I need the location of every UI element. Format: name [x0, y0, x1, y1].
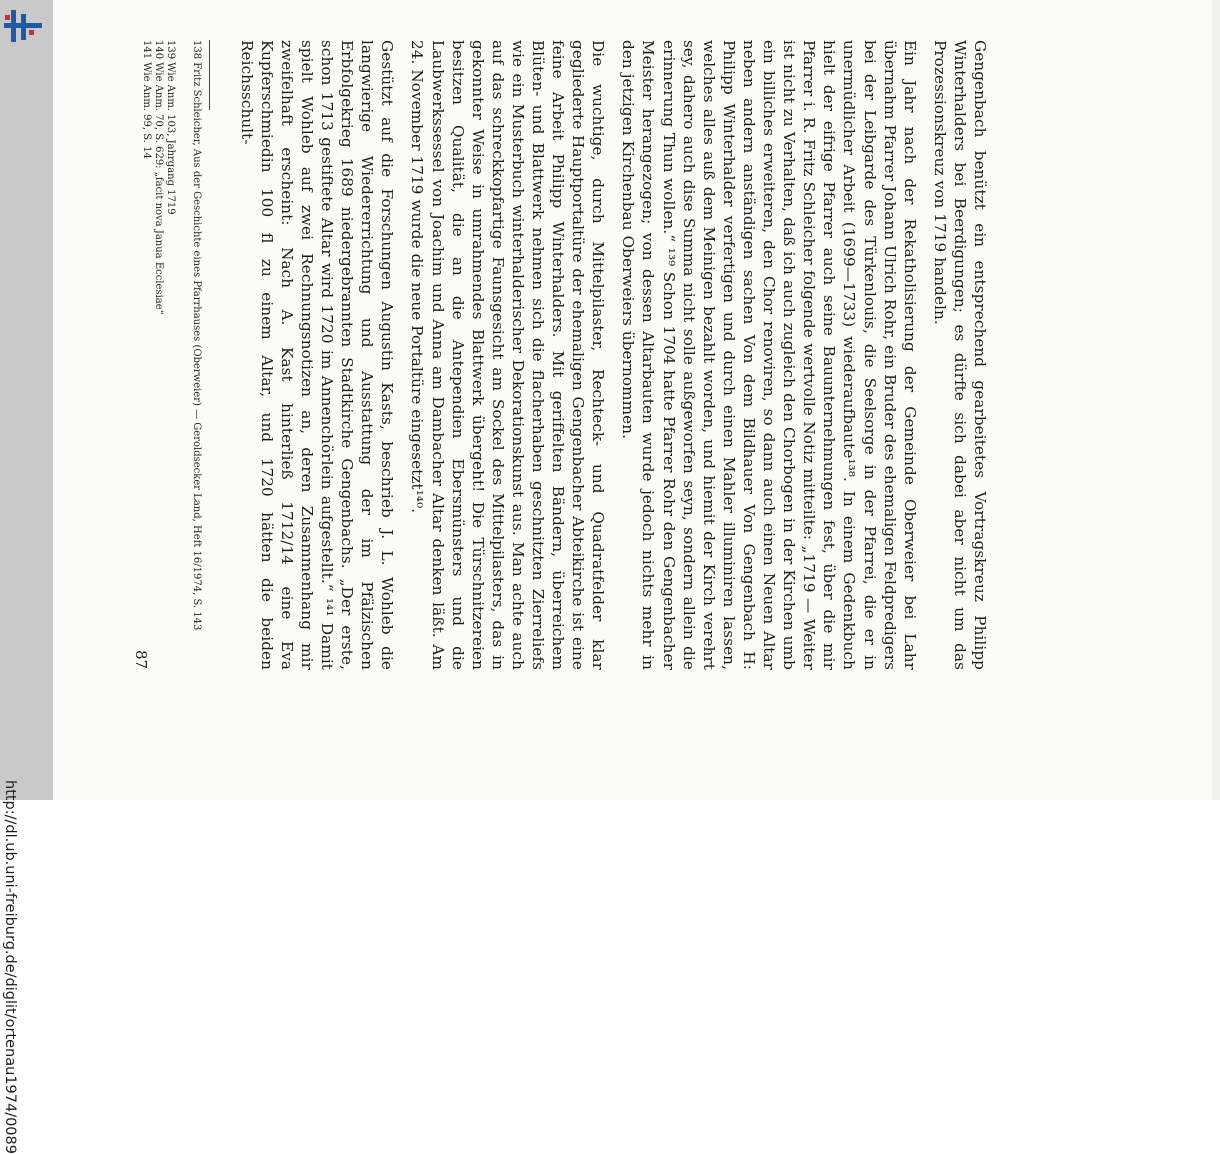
paragraph-3: Die wuchtige, durch Mittelpilaster, Rechteck- und Quadratfelder klar gegliederte Hauptportaltüre der ehemaligen Gengenbacher Abteikirche ist eine feine Arbeit Philipp Winterhalders. Mit geriffelten Bändern, überreichem Blüten- und Blattwerk nehmen sich die flacherhaben geschnitzten Zierreliefs wie ein Musterbuch winterhalderischer Dekorationskunst aus. Man achte auch auf das schreckkopfartige Faunsgesicht am Sockel des Mittelpilasters, das in gekonnter Weise in umrahmendes Blattwerk übergeht! Die Türschnitzereien besitzen Qualität, die an die Antependien Ebersmünsters und die Laubwerkssessel von Joachim und Anna am Dambacher Altar denken läßt. Am 24. November 1719 wurde die neue Portaltüre eingesetzt¹⁴⁰.	[408, 40, 608, 670]
watermark-url: http://dl.ub.uni-freiburg.de/diglit/ortenau1974/0089	[2, 780, 18, 1154]
paragraph-2: Ein Jahr nach der Rekatholisierung der Gemeinde Oberweier bei Lahr übernahm Pfarrer Johann Ulrich Rohr, ein Bruder des ehemaligen Feldpredigers bei der Leibgarde des Türkenlouis, die Seelsorge in der Pfarrei, die er in unermüdlicher Arbeit (1699—1733) wiederaufbaute¹³⁸. In einem Gedenkbuch hielt der eifrige Pfarrer auch seine Bauunternehmungen fest, über die mir Pfarrer i. R. Fritz Schleicher folgende wertvolle Notiz mitteilte: „1719 — Weiter ist nicht zu Verhalten, daß ich auch zugleich den Chorbogen in der Kirchen umb ein billiches erweiteren, den Chor renoviren, so dann auch einen Neuen Altar neben andern anständigen sachen Von dem Bildhauer Von Gengenbach H: Philipp Winterhalder verfertigen und durch einen Mahler illuminiren lassen, welches alles auß dem Meinigen bezahlt worden, und hiemit der Kirch verehrt sey, dahero auch dise Summa nicht solle außgeworfen seyn, sondern allein die erinnerung Thun wollen.“ ¹³⁹ Schon 1704 hatte Pfarrer Rohr den Gengenbacher Meister herangezogen; von dessen Altarbauten wurde jedoch nichts mehr in den jetzigen Kirchenbau Oberweiers übernommen.	[619, 40, 919, 670]
footnote-139: 139 Wie Anm. 103, Jahrgang 1719	[165, 40, 176, 215]
footnote-141: 141 Wie Anm. 99, S. 14	[141, 40, 152, 159]
rotated-book-page	[132, 0, 1060, 800]
paragraph-1: Gengenbach benützt ein entsprechend gearbeitetes Vortragskreuz Philipp Winterhalders bei Beerdigungen; es dürfte sich dabei aber nicht um das Prozessionskreuz von 1719 handeln.	[930, 40, 989, 670]
footnote-divider	[209, 40, 210, 110]
paragraph-4: Gestützt auf die Forschungen Augustin Kasts, beschrieb J. L. Wohleb die langwierige Wiedererrichtung und Ausstattung der im Pfälzischen Erbfolgekrieg 1689 niedergebrannten Stadtkirche Gengenbachs. „Der erste, schon 1713 gestiftete Altar wird 1720 im Annenchörlein aufgestellt.“ ¹⁴¹ Damit spielt Wohleb auf zwei Rechnungsnotizen an, deren Zusammenhang mir zweifelhaft erscheint: Nach A. Kast hinterließ 1712/14 eine Eva Kupferschmiedin 100 fl zu einem Altar, und 1720 hätten die beiden Reichsschult-	[237, 40, 397, 670]
library-logo-icon	[3, 6, 43, 46]
footnote-140: 140 Wie Anm. 70, S. 629: „facit nova Janua Ecclesiae“	[153, 40, 164, 315]
viewer-left-strip	[0, 0, 53, 800]
page-number: 87	[132, 650, 150, 670]
footnote-138: 138 Fritz Schleicher, Aus der Geschichte eines Pfarrhauses (Oberweier) — Geroldsecker Land, Heft 16/1974, S. 143	[191, 40, 202, 631]
page-right-edge	[1212, 0, 1220, 800]
body-text	[227, 40, 990, 670]
